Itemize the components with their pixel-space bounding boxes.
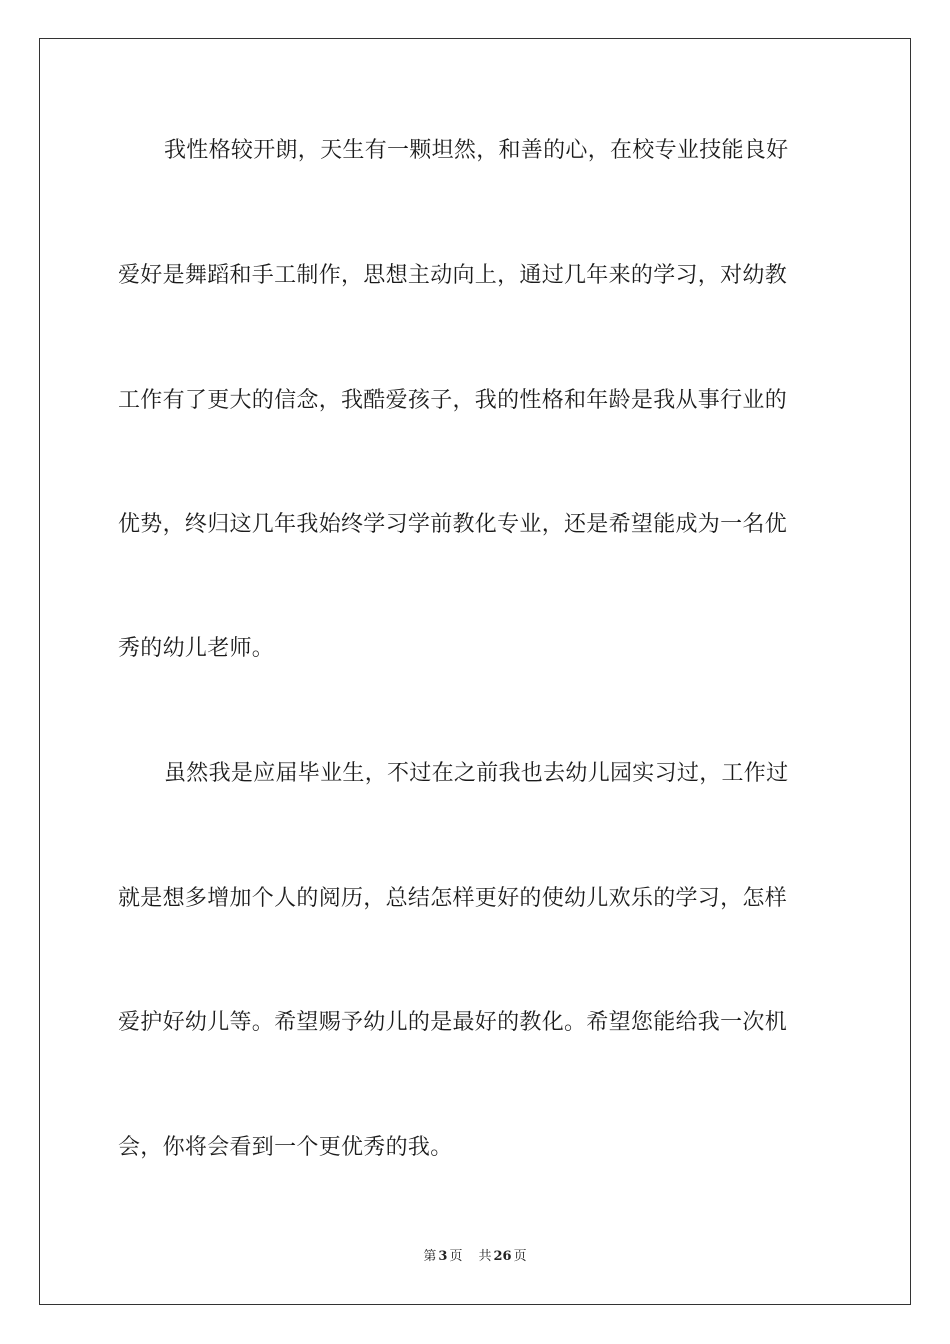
page-prefix: 第 [423,1249,437,1264]
page-border [39,38,911,1305]
paragraph-1-line-2: 爱好是舞蹈和手工制作，思想主动向上，通过几年来的学习，对幼教 [118,263,788,288]
page-number: 3 [438,1249,448,1264]
total-prefix: 共 [478,1249,492,1264]
paragraph-2-line-4: 会，你将会看到一个更优秀的我。 [118,1135,453,1160]
paragraph-2-line-3: 爱护好幼儿等。希望赐予幼儿的是最好的教化。希望您能给我一次机 [118,1010,788,1035]
paragraph-2-line-1: 虽然我是应届毕业生，不过在之前我也去幼儿园实习过，工作过 [164,761,789,786]
paragraph-1-line-3: 工作有了更大的信念，我酷爱孩子，我的性格和年龄是我从事行业的 [118,388,788,413]
page-footer [0,1248,950,1266]
total-pages: 26 [493,1249,512,1264]
paragraph-1-line-5: 秀的幼儿老师。 [118,636,275,661]
paragraph-1-line-4: 优势，终归这几年我始终学习学前教化专业，还是希望能成为一名优 [118,512,788,537]
total-suffix: 页 [513,1249,527,1264]
page-suffix: 页 [449,1249,463,1264]
paragraph-2-line-2: 就是想多增加个人的阅历，总结怎样更好的使幼儿欢乐的学习，怎样 [118,886,788,911]
paragraph-1-line-1: 我性格较开朗，天生有一颗坦然，和善的心，在校专业技能良好 [164,138,789,163]
